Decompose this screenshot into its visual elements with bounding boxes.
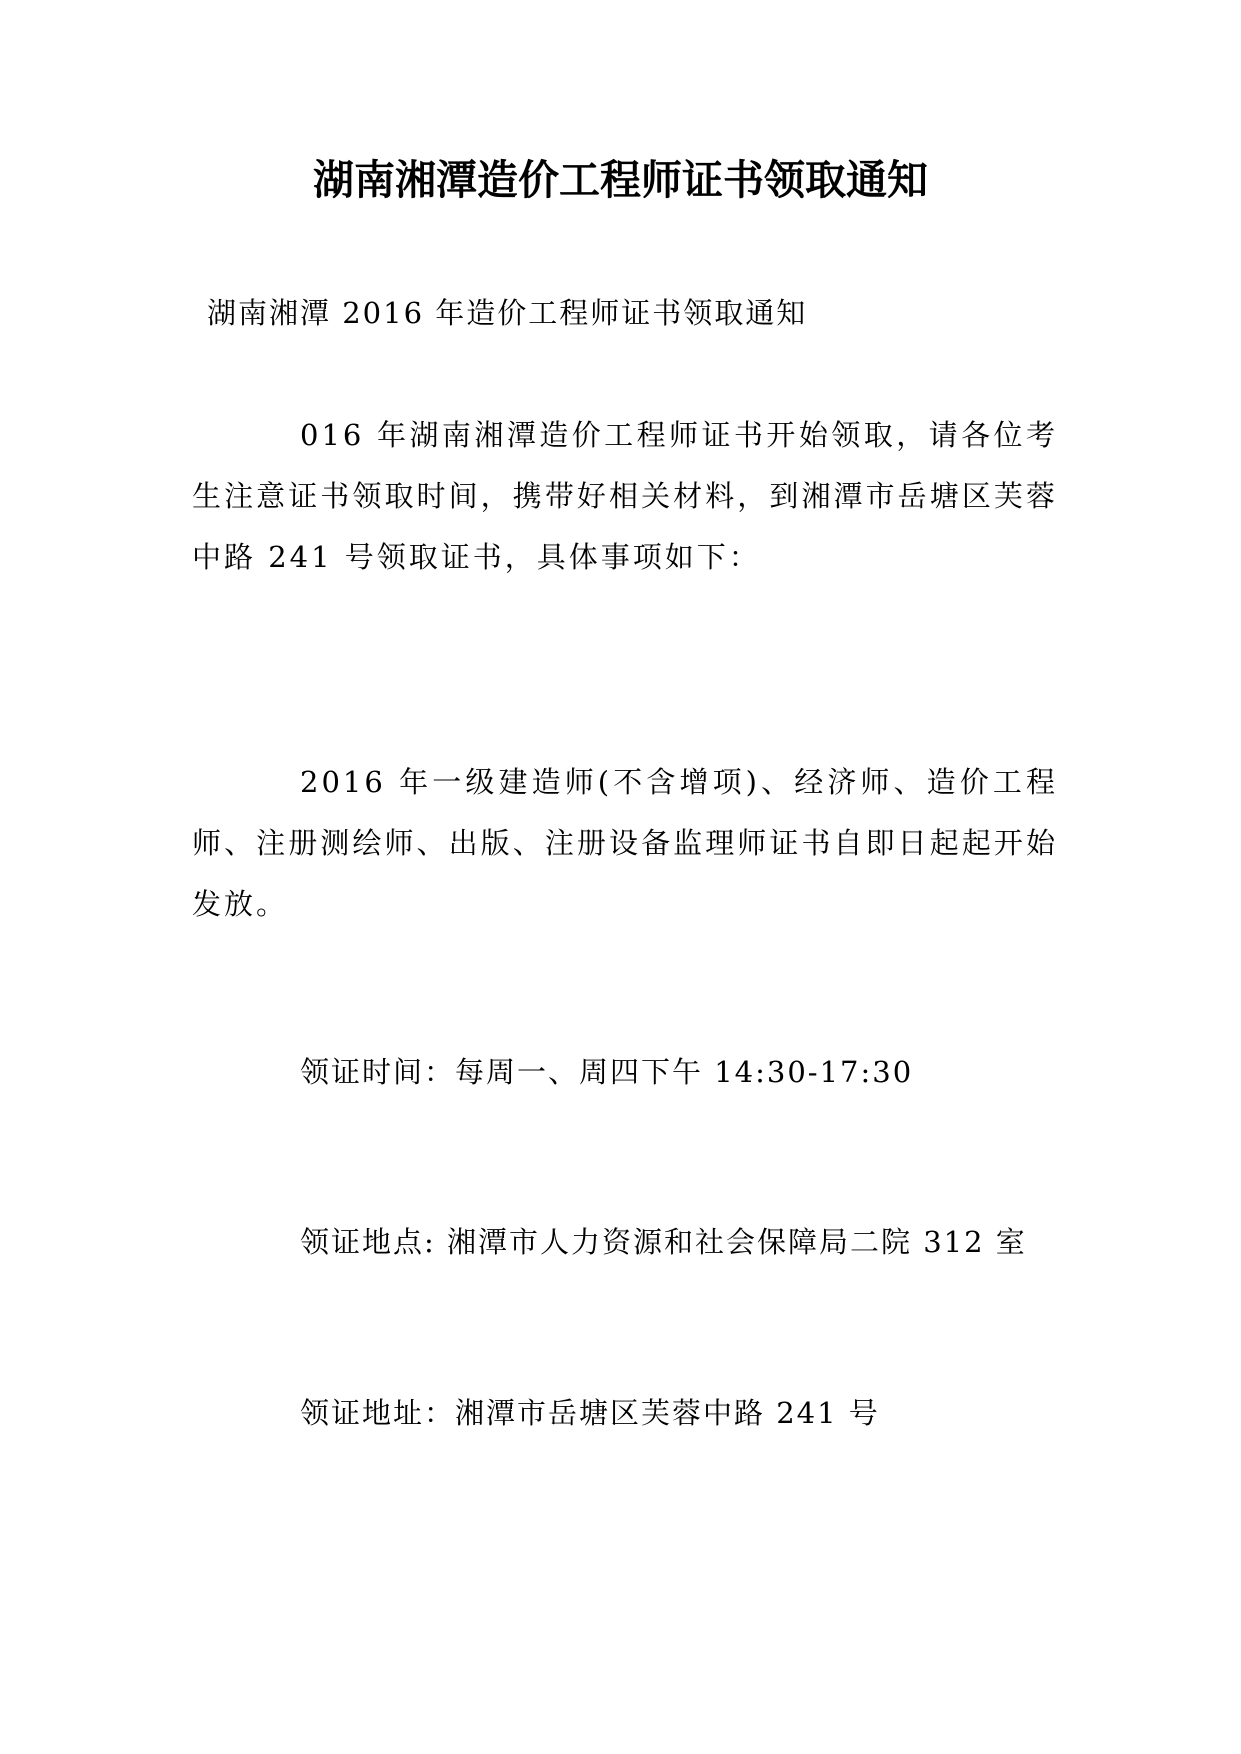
page-title: 湖南湘潭造价工程师证书领取通知	[313, 156, 928, 204]
document-subtitle: 湖南湘潭 2016 年造价工程师证书领取通知	[207, 296, 808, 330]
pickup-time: 领证时间：每周一、周四下午 14:30-17:30	[300, 1055, 914, 1089]
certificate-types-paragraph: 2016 年一级建造师(不含增项)、经济师、造价工程师、注册测绘师、出版、注册设备监理师证书自即日起起开始发放。	[192, 765, 1058, 921]
pickup-place: 领证地点: 湘潭市人力资源和社会保障局二院 312 室	[300, 1225, 1027, 1259]
pickup-address: 领证地址：湘潭市岳塘区芙蓉中路 241 号	[300, 1396, 880, 1430]
intro-paragraph: 016 年湖南湘潭造价工程师证书开始领取，请各位考生注意证书领取时间，携带好相关材料，到湘潭市岳塘区芙蓉中路 241 号领取证书，具体事项如下：	[192, 418, 1058, 574]
